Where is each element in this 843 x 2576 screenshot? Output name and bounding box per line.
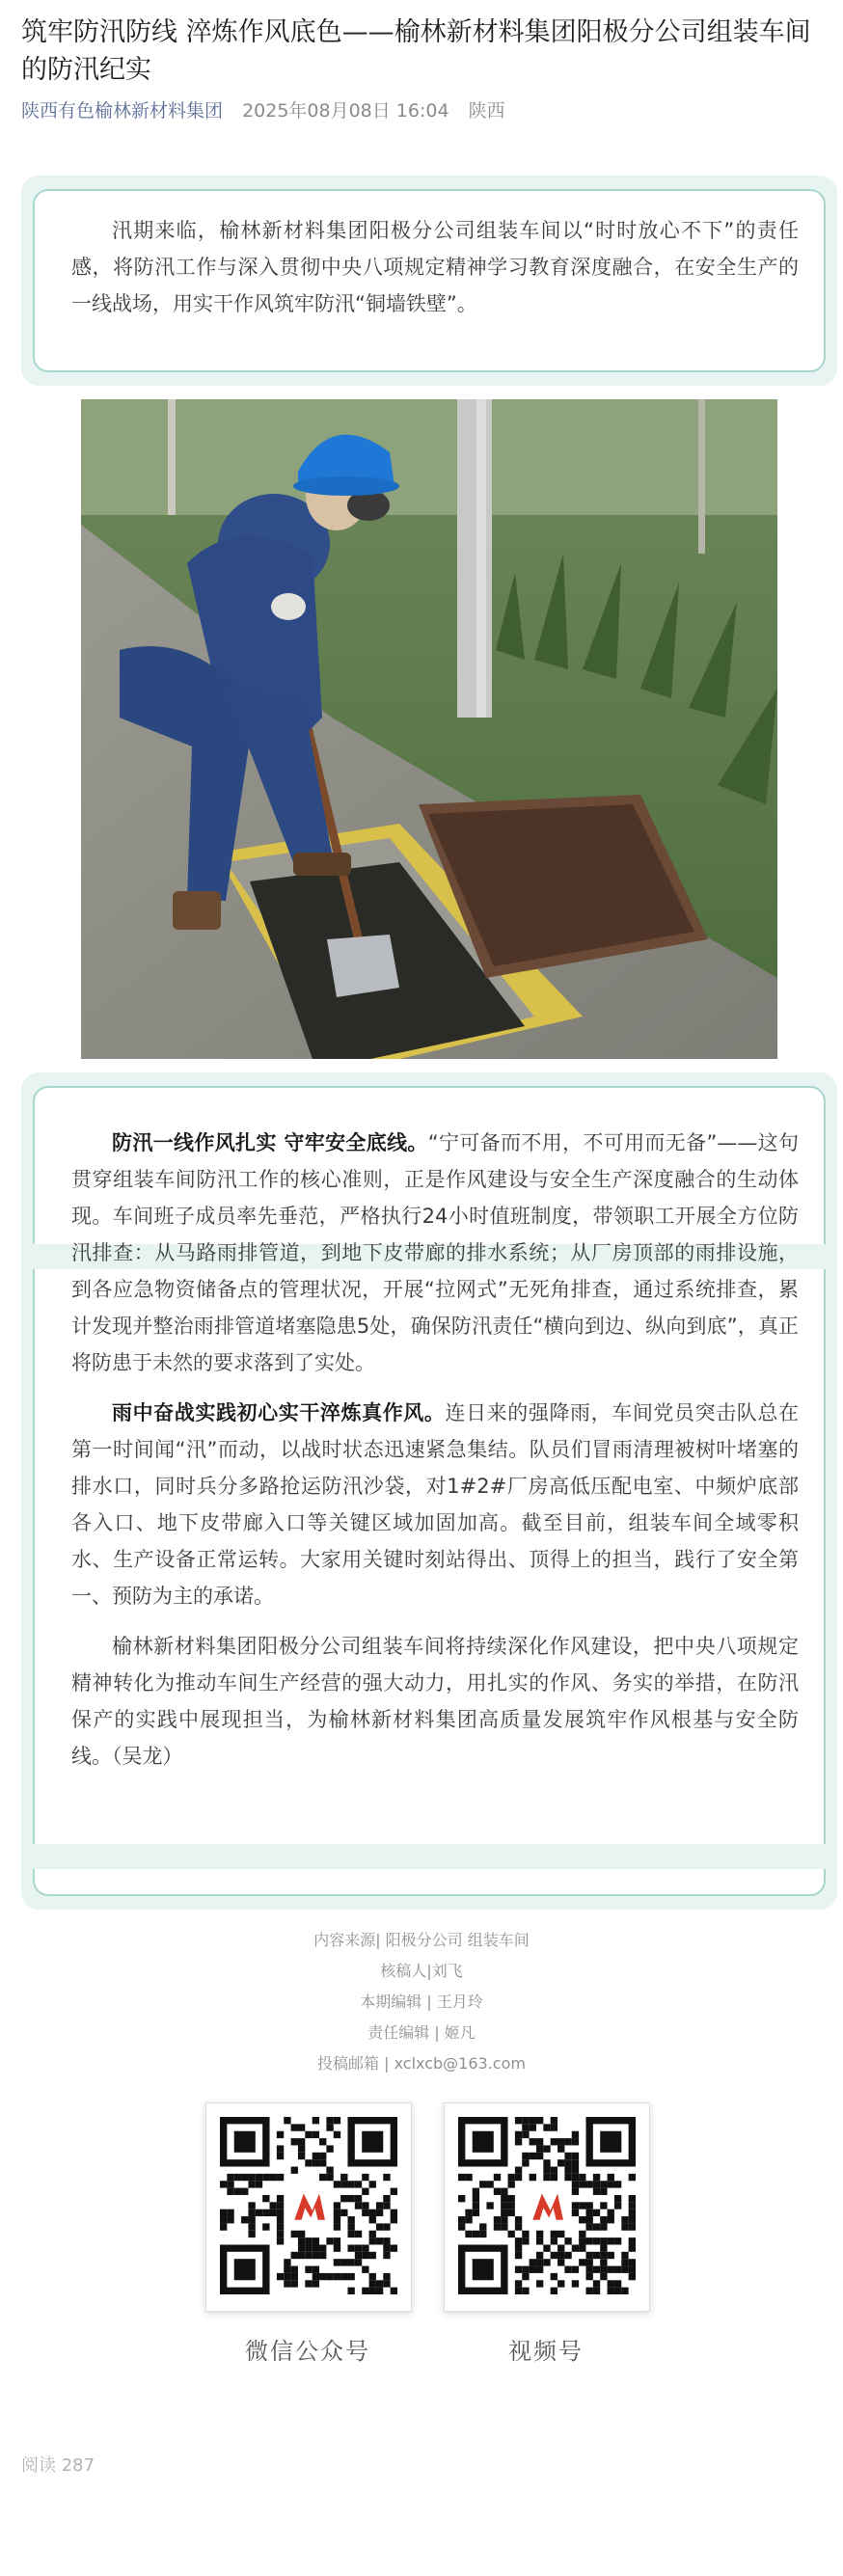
worker-drain-illustration xyxy=(81,399,777,1059)
credit-content-source: 内容来源| 阳极分公司 组装车间 xyxy=(313,1931,530,1949)
read-count: 阅读 287 xyxy=(21,2455,95,2476)
intro-text-block xyxy=(71,212,799,336)
p1-text: “宁可备而不用，不可用而无备”——这句贯穿组装车间防汛工作的核心准则，正是作风建设与安全生产深度融合的生动体现。车间班子成员率先垂范，严格执行24小时值班制度，带领职工开展全方位防汛排查：从马路雨排管道，到地下皮带廊的排水系统；从厂房顶部的雨排设施，到各应急物资储备点的管理状况，开展“拉网式”无死角排查，通过系统排查，累计发现并整治雨排管道堵塞隐患5处，确保防汛责任“横向到边、纵向到底”，真正将防患于未然的要求落到了实处。 xyxy=(71,1131,799,1374)
credit-chief-editor: 责任编辑 | 姬凡 xyxy=(367,2023,476,2042)
credit-editor: 本期编辑 | 王月玲 xyxy=(360,1993,483,2011)
channels-qr-label: 视频号 xyxy=(508,2338,584,2365)
credits-block xyxy=(0,1925,843,2079)
p2-text: 连日来的强降雨，车间党员突击队总在第一时间闻“汛”而动，以战时状态迅速紧急集结。队员们冒雨清理被树叶堵塞的排水口，同时兵分多路抢运防汛沙袋，对1#2#厂房高低压配电室、中频炉底部各入口、地下皮带廊入口等关键区域加固加高。截至目前，组装车间全域零积水、生产设备正常运转。大家用关键时刻站得出、顶得上的担当，践行了安全第一、预防为主的承诺。 xyxy=(71,1401,799,1608)
body-card xyxy=(21,1072,837,1910)
wechat-qr-label: 微信公众号 xyxy=(245,2338,370,2365)
article-meta xyxy=(21,96,505,122)
wechat-qr-code[interactable] xyxy=(205,2102,412,2312)
intro-paragraph: 汛期来临，榆林新材料集团阳极分公司组装车间以“时时放心不下”的责任感，将防汛工作与深入贯彻中央八项规定精神学习教育深度融合，在安全生产的一线战场，用实干作风筑牢防汛“铜墙铁壁”。 xyxy=(71,219,799,315)
article-photo[interactable] xyxy=(81,399,777,1059)
card-stripe-bottom xyxy=(21,1844,837,1869)
body-paragraph-3: 榆林新材料集团阳极分公司组装车间将持续深化作风建设，把中央八项规定精神转化为推动车间生产经营的强大动力，用扎实的作风、务实的举措，在防汛保产的实践中展现担当，为榆林新材料集团高质量发展筑牢作风根基与安全防线。（吴龙） xyxy=(71,1635,799,1768)
qr-code-icon xyxy=(458,2117,636,2294)
body-text-block xyxy=(71,1125,799,1788)
qr-code-icon xyxy=(220,2117,397,2294)
publish-time: 2025年08月08日 16:04 xyxy=(242,100,449,122)
credit-email: 投稿邮箱 | xclxcb@163.com xyxy=(317,2054,526,2073)
p2-heading: 雨中奋战实践初心实干淬炼真作风。 xyxy=(112,1401,446,1424)
body-paragraph-2 xyxy=(71,1395,799,1614)
credit-reviewer: 核稿人|刘飞 xyxy=(380,1962,463,1980)
p1-heading: 防汛一线作风扎实 守牢安全底线。 xyxy=(112,1131,428,1154)
article-title: 筑牢防汛防线 淬炼作风底色——榆林新材料集团阳极分公司组装车间的防汛纪实 xyxy=(21,17,811,85)
account-name-link[interactable]: 陕西有色榆林新材料集团 xyxy=(21,100,224,122)
intro-card xyxy=(21,176,837,386)
channels-qr-code[interactable] xyxy=(444,2102,650,2312)
body-paragraph-1 xyxy=(71,1125,799,1381)
publish-location: 陕西 xyxy=(468,100,505,122)
